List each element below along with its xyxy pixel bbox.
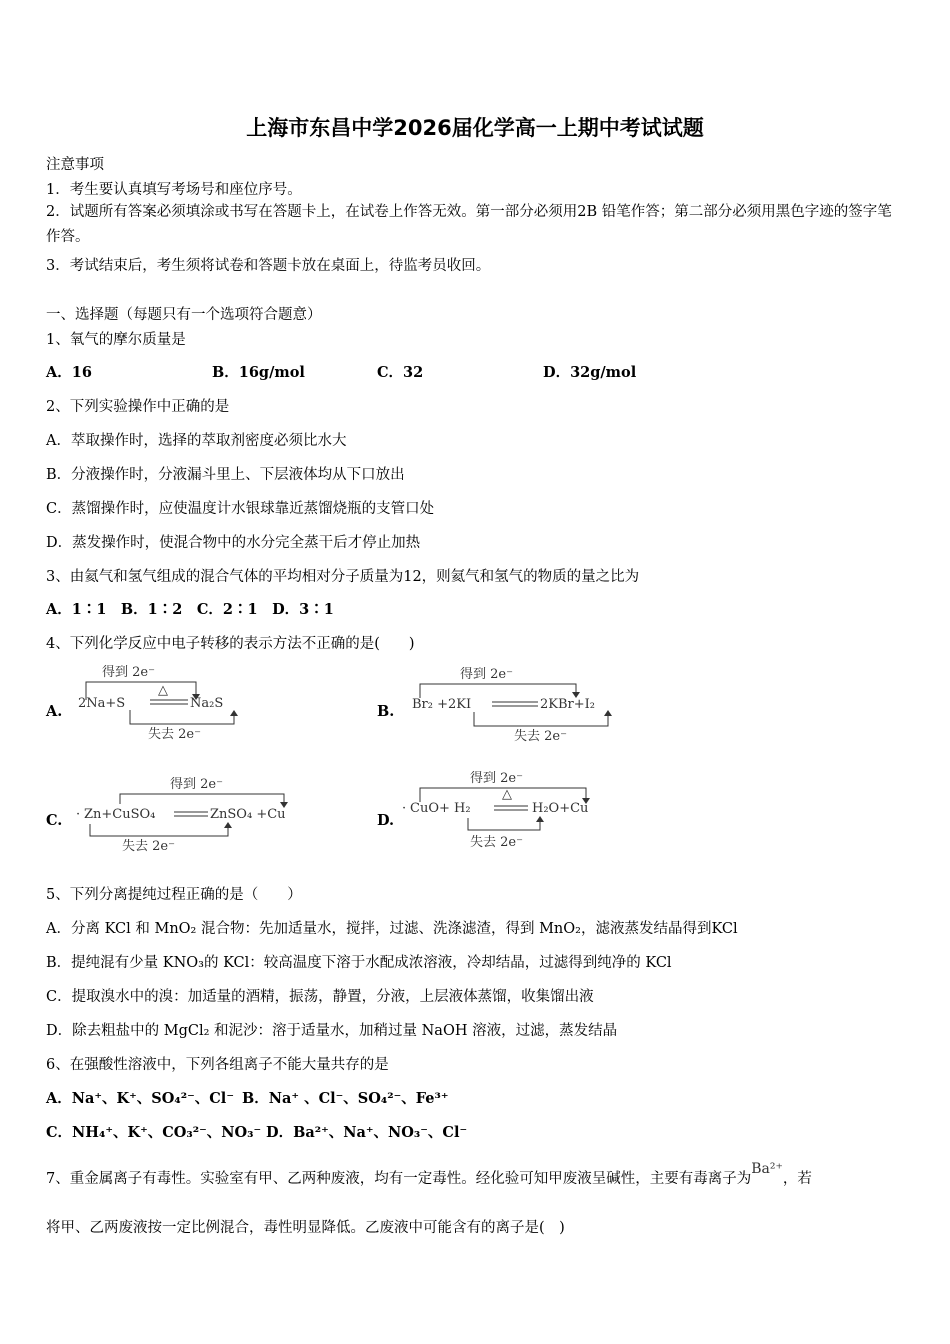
heat-symbol: △ (158, 683, 168, 698)
eq-b-left: Br₂ +2KI (412, 697, 472, 712)
q3-stem: 3、由氦气和氢气组成的混合气体的平均相对分子质量为12，则氦气和氢气的物质的量之比为 (46, 569, 640, 585)
q1-option-d: D．32g/mol (543, 364, 637, 381)
q1-stem: 1、氧气的摩尔质量是 (46, 332, 186, 348)
notice-item-3: 3．考试结束后，考生须将试卷和答题卡放在桌面上，待监考员收回。 (46, 258, 491, 274)
q5-stem: 5、下列分离提纯过程正确的是（ ） (46, 887, 302, 903)
lose-label: 失去 2e⁻ (514, 729, 567, 744)
q4-diagram-c (74, 772, 314, 858)
q4-label-b: B. (377, 703, 395, 720)
page-title: 上海市东昌中学2026届化学高一上期中考试试题 (246, 116, 704, 140)
q2-option-b: B．分液操作时，分液漏斗里上、下层液体均从下口放出 (46, 467, 405, 483)
q6-stem: 6、在强酸性溶液中，下列各组离子不能大量共存的是 (46, 1057, 389, 1073)
eq-d-right: H₂O+Cu (532, 801, 589, 816)
gain-label: 得到 2e⁻ (170, 777, 223, 792)
notice-item-2: 2．试题所有答案必须填涂或书写在答题卡上，在试卷上作答无效。第一部分必须用2B 铅笔作答；第二部分必须用黑色字迹的签字笔作答。 (46, 204, 892, 245)
q5-option-a: A．分离 KCl 和 MnO₂ 混合物：先加适量水，搅拌，过滤、洗涤滤渣，得到 MnO₂，滤液蒸发结晶得到KCl (46, 921, 738, 937)
q7-stem-a: 7、重金属离子有毒性。实验室有甲、乙两种废液，均有一定毒性。经化验可知甲废液呈碱性，主要有毒离子为 (46, 1171, 752, 1187)
lose-label: 失去 2e⁻ (470, 835, 523, 850)
q2-option-d: D．蒸发操作时，使混合物中的水分完全蒸干后才停止加热 (46, 535, 421, 551)
q1-option-b: B．16g/mol (212, 364, 305, 381)
q4-label-d: D. (377, 812, 395, 829)
svg-text:·: · (76, 807, 81, 822)
q6-option-d: D．Ba²⁺、Na⁺、NO₃⁻、Cl⁻ (266, 1124, 468, 1141)
eq-c-right: ZnSO₄ +Cu (210, 807, 286, 822)
notice-heading: 注意事项 (46, 157, 104, 173)
q4-stem: 4、下列化学反应中电子转移的表示方法不正确的是( ) (46, 636, 415, 652)
q1-option-c: C．32 (377, 364, 424, 381)
q4-label-c: C. (46, 812, 63, 829)
eq-a-right: Na₂S (190, 696, 224, 711)
q4-label-a: A. (46, 703, 63, 720)
eq-c-left: Zn+CuSO₄ (84, 807, 156, 822)
q2-stem: 2、下列实验操作中正确的是 (46, 399, 230, 415)
q2-option-a: A．萃取操作时，选择的萃取剂密度必须比水大 (46, 433, 347, 449)
q6-option-c: C．NH₄⁺、K⁺、CO₃²⁻、NO₃⁻ (46, 1124, 262, 1141)
q7-stem-line2: 将甲、乙两废液按一定比例混合，毒性明显降低。乙废液中可能含有的离子是( ) (46, 1220, 565, 1236)
lose-label: 失去 2e⁻ (148, 727, 201, 742)
lose-label: 失去 2e⁻ (122, 839, 175, 854)
gain-label: 得到 2e⁻ (460, 667, 513, 682)
q4-diagram-d (400, 766, 620, 856)
q5-option-c: C．提取溴水中的溴：加适量的酒精，振荡，静置，分液，上层液体蒸馏，收集馏出液 (46, 989, 594, 1005)
q2-option-c: C．蒸馏操作时，应使温度计水银球靠近蒸馏烧瓶的支管口处 (46, 501, 435, 517)
gain-label: 得到 2e⁻ (102, 665, 155, 680)
eq-b-right: 2KBr+I₂ (540, 697, 595, 712)
q4-diagram-b (410, 662, 640, 748)
q6-option-b: B．Na⁺ 、Cl⁻、SO₄²⁻、Fe³⁺ (242, 1090, 449, 1107)
heat-symbol: △ (502, 787, 512, 802)
q5-option-d: D．除去粗盐中的 MgCl₂ 和泥沙：溶于适量水，加稍过量 NaOH 溶液，过滤，蒸发结晶 (46, 1023, 618, 1039)
q3-options: A．1∶1 B．1∶2 C．2∶1 D．3∶1 (46, 601, 334, 618)
section-heading: 一、选择题（每题只有一个选项符合题意） (46, 307, 322, 323)
q7-stem-b: ，若 (782, 1171, 812, 1187)
q7-ion: Ba²⁺ (751, 1161, 783, 1177)
q1-option-a: A．16 (46, 364, 92, 381)
eq-d-left: CuO+ H₂ (410, 801, 471, 816)
q4-diagram-a (74, 660, 254, 746)
q6-option-a: A．Na⁺、K⁺、SO₄²⁻、Cl⁻ (46, 1090, 234, 1107)
svg-text:·: · (402, 801, 407, 816)
gain-label: 得到 2e⁻ (470, 771, 523, 786)
eq-a-left: 2Na+S (78, 696, 126, 711)
q5-option-b: B．提纯混有少量 KNO₃的 KCl：较高温度下溶于水配成浓溶液，冷却结晶，过滤得到纯净的 KCl (46, 955, 672, 971)
q7-stem-line1 (46, 1161, 812, 1188)
notice-item-1: 1．考生要认真填写考场号和座位序号。 (46, 182, 302, 198)
